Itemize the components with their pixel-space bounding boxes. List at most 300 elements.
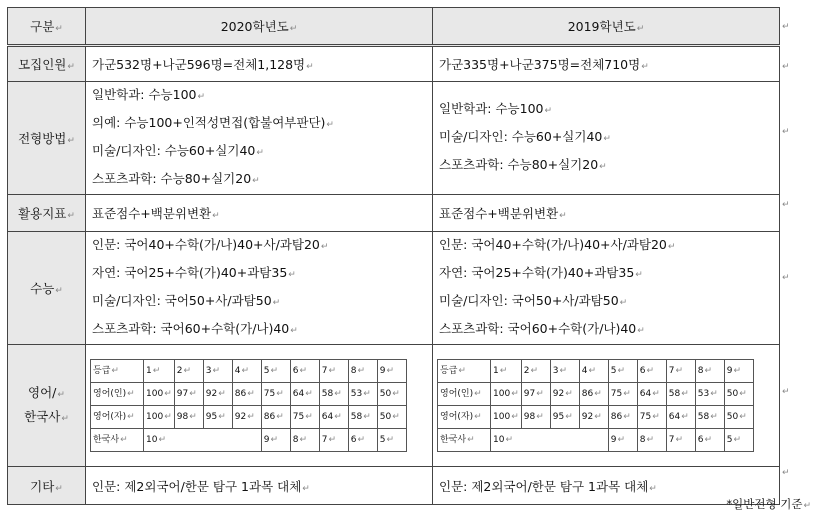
- line-text: 인문: 국어40+수학(가/나)40+사/과탐20: [439, 237, 667, 252]
- method-2019-line: [439, 152, 773, 180]
- grid-cell: [550, 383, 579, 406]
- line-text: 스포츠과학: 국어60+수학(가/나)40: [439, 321, 637, 336]
- grid-cell: [290, 360, 319, 383]
- grid-row: [91, 406, 407, 429]
- index-2020-text: 표준점수+백분위변환: [92, 206, 212, 221]
- cell-end-mark: ↵: [363, 389, 371, 399]
- line-text: 인문: 국어40+수학(가/나)40+사/과탐20: [92, 237, 320, 252]
- para-mark: ↵: [212, 211, 220, 221]
- index-2020: [86, 195, 433, 232]
- line-text: 일반학과: 수능100: [439, 101, 544, 116]
- line-text: 자연: 국어25+수학(가)40+과탐35: [439, 265, 635, 280]
- grid-cell: [290, 429, 319, 452]
- grid-cell-text: 92: [234, 412, 247, 422]
- cell-end-mark: ↵: [334, 389, 342, 399]
- label-suneung-text: 수능: [30, 281, 55, 296]
- grid-cell-text: 6: [697, 435, 704, 445]
- grid-cell-text: 9: [263, 435, 270, 445]
- header-2020-label: 2020학년도: [220, 19, 289, 34]
- cell-end-mark: ↵: [299, 435, 308, 445]
- grid-cell: [203, 383, 232, 406]
- header-2020: [86, 8, 433, 46]
- grid-cell-text: 8: [639, 435, 646, 445]
- line-text: 영어/: [28, 384, 57, 400]
- cell-end-mark: ↵: [617, 366, 626, 376]
- suneung-2019-line: [439, 316, 773, 344]
- cell-end-mark: ↵: [247, 389, 255, 399]
- cell-end-mark: ↵: [357, 366, 366, 376]
- grid-cell-text: 58: [697, 412, 710, 422]
- grid-cell-text: 한국사: [440, 435, 467, 445]
- grid-cell-text: 영어(자): [440, 412, 474, 422]
- grid-cell-text: 64: [639, 389, 652, 399]
- cell-end-mark: ↵: [675, 366, 684, 376]
- grid-cell: [319, 429, 348, 452]
- para-mark: ↵: [256, 148, 264, 158]
- label-etc: [8, 467, 86, 505]
- cell-end-mark: ↵: [386, 435, 395, 445]
- grid-cell-text: 75: [292, 412, 305, 422]
- grid-cell: [666, 406, 695, 429]
- cell-end-mark: ↵: [623, 412, 631, 422]
- para-mark: ↵: [637, 326, 645, 336]
- grid-cell: [377, 429, 406, 452]
- cell-end-mark: ↵: [704, 366, 713, 376]
- grid-cell-text: 92: [552, 389, 565, 399]
- cell-end-mark: ↵: [218, 412, 226, 422]
- line-text: 미술/디자인: 국어50+사/과탐50: [92, 293, 272, 308]
- grid-cell-text: 3: [205, 366, 212, 376]
- line-text: 미술/디자인: 국어50+사/과탐50: [439, 293, 619, 308]
- grid-cell-text: 50: [379, 389, 392, 399]
- grid-cell-text: 6: [639, 366, 646, 376]
- para-mark: ↵: [641, 62, 649, 72]
- row-index: [8, 195, 780, 232]
- cell-end-mark: ↵: [458, 366, 466, 376]
- grid-cell-text: 5: [726, 435, 733, 445]
- cell-end-mark: ↵: [559, 366, 568, 376]
- row-english: [8, 345, 780, 467]
- line-text: 자연: 국어25+수학(가)40+과탐35: [92, 265, 288, 280]
- method-2020: [86, 82, 433, 195]
- cell-end-mark: ↵: [681, 412, 689, 422]
- cell-end-mark: ↵: [218, 389, 226, 399]
- line-text: 일반학과: 수능100: [92, 87, 197, 102]
- para-mark: ↵: [55, 24, 63, 34]
- grid-cell-text: 7: [321, 435, 328, 445]
- cell-end-mark: ↵: [357, 435, 366, 445]
- suneung-2019: [433, 232, 780, 345]
- grid-cell-text: 64: [668, 412, 681, 422]
- grid-cell: [521, 360, 550, 383]
- cell-end-mark: ↵: [241, 366, 250, 376]
- grid-cell-text: 한국사: [93, 435, 120, 445]
- label-recruit-text: 모집인원: [18, 57, 67, 72]
- grid-cell: [695, 406, 724, 429]
- label-suneung: [8, 232, 86, 345]
- grid-cell-text: 100: [146, 412, 164, 422]
- label-method-text: 전형방법: [18, 131, 67, 146]
- line-text: 의예: 수능100+인적성면접(합불여부판단): [92, 115, 326, 130]
- grid-cell: [550, 360, 579, 383]
- cell-end-mark: ↵: [164, 389, 172, 399]
- grid-cell: [261, 360, 290, 383]
- method-2020-line: [92, 166, 426, 194]
- grid-cell: [608, 406, 637, 429]
- grid-cell: [174, 383, 203, 406]
- para-mark: ↵: [320, 242, 329, 252]
- label-english: [8, 345, 86, 467]
- grid-cell-text: 64: [292, 389, 305, 399]
- grid-cell-text: 100: [493, 412, 511, 422]
- cell-end-mark: ↵: [681, 389, 689, 399]
- para-mark: ↵: [61, 413, 69, 424]
- grid-cell-text: 3: [552, 366, 559, 376]
- recruit-2020: [86, 46, 433, 82]
- grid-row-label: [91, 406, 144, 429]
- grid-cell: [290, 406, 319, 429]
- grid-cell-text: 75: [639, 412, 652, 422]
- line-text: 미술/디자인: 수능60+실기40: [439, 129, 603, 144]
- cell-end-mark: ↵: [675, 435, 684, 445]
- para-mark: ↵: [326, 120, 334, 130]
- para-mark: ↵: [55, 286, 63, 296]
- cell-end-mark: ↵: [739, 389, 747, 399]
- grid-cell: [319, 406, 348, 429]
- grid-cell: [232, 360, 261, 383]
- suneung-2020-line: [92, 288, 426, 316]
- index-2019-text: 표준점수+백분위변환: [439, 206, 559, 221]
- grid-cell-text: 53: [697, 389, 710, 399]
- grid-cell: [637, 406, 666, 429]
- grid-cell-text: 75: [263, 389, 276, 399]
- cell-end-mark: ↵: [276, 389, 284, 399]
- grid-cell-text: 8: [697, 366, 704, 376]
- line-text: 한국사: [24, 408, 61, 424]
- header-category-label: 구분: [30, 19, 55, 34]
- grid-cell-text: 64: [321, 412, 334, 422]
- cell-end-mark: ↵: [467, 435, 475, 445]
- row-end-mark: ↵: [782, 387, 790, 397]
- grid-cell-text: 8: [350, 366, 357, 376]
- english-2020: [86, 345, 433, 467]
- header-category: [8, 8, 86, 46]
- etc-2020-text: 인문: 제2외국어/한문 탐구 1과목 대체: [92, 478, 302, 494]
- grid-cell: [724, 383, 753, 406]
- para-mark: ↵: [803, 501, 811, 511]
- para-mark: ↵: [290, 326, 298, 336]
- para-mark: ↵: [197, 92, 206, 102]
- grid-row-label: [91, 429, 144, 452]
- grid-cell: [319, 360, 348, 383]
- grid-cell-text: 등급: [93, 366, 111, 376]
- grid-cell: [377, 406, 406, 429]
- grid-cell: [174, 406, 203, 429]
- grid-cell: [491, 383, 522, 406]
- grid-cell: [491, 406, 522, 429]
- row-end-mark: ↵: [782, 127, 790, 137]
- cell-end-mark: ↵: [588, 366, 597, 376]
- grid-cell: [608, 383, 637, 406]
- row-end-mark: ↵: [782, 200, 790, 210]
- grid-cell-text: 92: [205, 389, 218, 399]
- grid-cell: [377, 383, 406, 406]
- grid-cell-text: 98: [523, 412, 536, 422]
- conversion-grid-2020: [90, 359, 407, 452]
- para-mark: ↵: [272, 298, 281, 308]
- cell-end-mark: ↵: [152, 366, 161, 376]
- row-recruit: [8, 46, 780, 82]
- cell-end-mark: ↵: [511, 412, 519, 422]
- row-end-mark: ↵: [782, 468, 790, 478]
- grid-cell-text: 10: [493, 435, 505, 445]
- cell-end-mark: ↵: [158, 435, 166, 445]
- grid-cell: [261, 429, 290, 452]
- grid-cell: [521, 406, 550, 429]
- cell-end-mark: ↵: [120, 435, 128, 445]
- method-2020-line: [92, 82, 426, 110]
- grid-cell-text: 6: [350, 435, 357, 445]
- grid-cell: [491, 360, 522, 383]
- cell-end-mark: ↵: [164, 412, 172, 422]
- cell-end-mark: ↵: [511, 389, 519, 399]
- grid-cell-text: 8: [292, 435, 299, 445]
- cell-end-mark: ↵: [392, 389, 400, 399]
- grid-cell-text: 50: [726, 412, 739, 422]
- footnote: [726, 496, 811, 512]
- grid-cell: [521, 383, 550, 406]
- grid-cell-text: 4: [234, 366, 241, 376]
- method-2020-line: [92, 110, 426, 138]
- cell-end-mark: ↵: [617, 435, 626, 445]
- method-2020-line: [92, 138, 426, 166]
- grid-cell-text: 9: [726, 366, 733, 376]
- grid-cell-text: 75: [610, 389, 623, 399]
- grid-cell: [290, 383, 319, 406]
- cell-end-mark: ↵: [733, 366, 742, 376]
- cell-end-mark: ↵: [710, 389, 718, 399]
- para-mark: ↵: [636, 24, 645, 34]
- grid-cell: [695, 429, 724, 452]
- grid-cell: [666, 383, 695, 406]
- grid-cell-text: 86: [581, 389, 594, 399]
- para-mark: ↵: [599, 162, 607, 172]
- para-mark: ↵: [544, 106, 553, 116]
- cell-end-mark: ↵: [710, 412, 718, 422]
- line-text: 스포츠과학: 수능80+실기20: [92, 171, 252, 186]
- grid-cell: [724, 406, 753, 429]
- grid-row-label: [438, 383, 491, 406]
- para-mark: ↵: [559, 211, 567, 221]
- grid-cell: [232, 406, 261, 429]
- cell-end-mark: ↵: [646, 435, 655, 445]
- grid-cell: [144, 406, 175, 429]
- para-mark: ↵: [67, 136, 75, 146]
- grid-cell-text: 등급: [440, 366, 458, 376]
- grid-cell: [550, 406, 579, 429]
- grid-cell-text: 50: [726, 389, 739, 399]
- para-mark: ↵: [57, 389, 65, 400]
- grid-cell: [174, 360, 203, 383]
- row-end-mark: ↵: [782, 273, 790, 283]
- grid-cell: [637, 360, 666, 383]
- grid-cell-text: 5: [263, 366, 270, 376]
- grid-cell-text: 7: [321, 366, 328, 376]
- grid-cell: [637, 429, 666, 452]
- grid-cell: [203, 360, 232, 383]
- grid-cell: [261, 383, 290, 406]
- grid-cell: [724, 429, 753, 452]
- grid-cell: [666, 429, 695, 452]
- grid-cell: [695, 383, 724, 406]
- grid-cell-text: 100: [146, 389, 164, 399]
- grid-cell: [144, 360, 175, 383]
- cell-end-mark: ↵: [305, 412, 313, 422]
- cell-end-mark: ↵: [739, 412, 747, 422]
- grid-cell: [666, 360, 695, 383]
- grid-cell: [579, 383, 608, 406]
- grid-row-label: [91, 383, 144, 406]
- grid-cell: [608, 360, 637, 383]
- cell-end-mark: ↵: [565, 412, 573, 422]
- label-index-text: 활용지표: [18, 206, 67, 221]
- method-2019-line: [439, 96, 773, 124]
- cell-end-mark: ↵: [111, 366, 119, 376]
- grid-cell-text: 50: [379, 412, 392, 422]
- grid-cell: [232, 383, 261, 406]
- cell-end-mark: ↵: [499, 366, 508, 376]
- cell-end-mark: ↵: [334, 412, 342, 422]
- cell-end-mark: ↵: [652, 389, 660, 399]
- suneung-2020-line: [92, 232, 426, 260]
- cell-end-mark: ↵: [386, 366, 395, 376]
- grid-cell-text: 97: [176, 389, 189, 399]
- footnote-text: *일반전형 기준: [726, 497, 803, 511]
- para-mark: ↵: [252, 176, 260, 186]
- cell-end-mark: ↵: [127, 389, 135, 399]
- header-2019: [433, 8, 780, 46]
- grid-cell: [319, 383, 348, 406]
- label-etc-text: 기타: [30, 478, 55, 494]
- label-recruit: [8, 46, 86, 82]
- grid-row: [91, 429, 407, 452]
- row-end-mark: ↵: [782, 22, 790, 32]
- grid-cell-text: 95: [552, 412, 565, 422]
- line-text: 스포츠과학: 수능80+실기20: [439, 157, 599, 172]
- grid-cell-text: 9: [379, 366, 386, 376]
- grid-cell-text: 97: [523, 389, 536, 399]
- cell-end-mark: ↵: [247, 412, 255, 422]
- cell-end-mark: ↵: [594, 412, 602, 422]
- suneung-2020-line: [92, 316, 426, 344]
- para-mark: ↵: [649, 483, 657, 494]
- cell-end-mark: ↵: [536, 389, 544, 399]
- grid-row-label: [438, 406, 491, 429]
- recruit-2019-text: 가군335명+나군375명=전체710명: [439, 57, 641, 72]
- cell-end-mark: ↵: [270, 366, 279, 376]
- cell-end-mark: ↵: [212, 366, 221, 376]
- cell-end-mark: ↵: [363, 412, 371, 422]
- suneung-2019-line: [439, 260, 773, 288]
- grid-cell-text: 10: [146, 435, 158, 445]
- suneung-2020-line: [92, 260, 426, 288]
- grid-cell-text: 7: [668, 435, 675, 445]
- para-mark: ↵: [302, 483, 310, 494]
- cell-end-mark: ↵: [646, 366, 655, 376]
- suneung-2020: [86, 232, 433, 345]
- grid-cell-text: 5: [379, 435, 386, 445]
- cell-end-mark: ↵: [392, 412, 400, 422]
- grid-cell: [348, 383, 377, 406]
- cell-end-mark: ↵: [328, 366, 337, 376]
- grid-cell: [724, 360, 753, 383]
- conversion-grid-2019: [437, 359, 754, 452]
- grid-cell: [144, 429, 262, 452]
- cell-end-mark: ↵: [270, 435, 279, 445]
- para-mark: ↵: [667, 242, 676, 252]
- row-end-mark: ↵: [782, 62, 790, 72]
- grid-cell-text: 95: [205, 412, 218, 422]
- para-mark: ↵: [619, 298, 628, 308]
- grid-row: [438, 406, 754, 429]
- grid-cell-text: 7: [668, 366, 675, 376]
- grid-cell-text: 100: [493, 389, 511, 399]
- para-mark: ↵: [55, 483, 63, 494]
- header-2019-label: 2019학년도: [567, 19, 636, 34]
- cell-end-mark: ↵: [305, 389, 313, 399]
- cell-end-mark: ↵: [530, 366, 539, 376]
- cell-end-mark: ↵: [328, 435, 337, 445]
- grid-cell: [348, 360, 377, 383]
- cell-end-mark: ↵: [189, 412, 197, 422]
- cell-end-mark: ↵: [474, 412, 482, 422]
- para-mark: ↵: [288, 270, 296, 280]
- grid-cell-text: 영어(인): [440, 389, 474, 399]
- suneung-2019-line: [439, 232, 773, 260]
- label-english-line: [10, 406, 83, 430]
- grid-cell-text: 2: [523, 366, 530, 376]
- label-index: [8, 195, 86, 232]
- cell-end-mark: ↵: [183, 366, 192, 376]
- row-etc: [8, 467, 780, 505]
- index-2019: [433, 195, 780, 232]
- cell-end-mark: ↵: [652, 412, 660, 422]
- grid-cell: [579, 406, 608, 429]
- grid-cell: [261, 406, 290, 429]
- grid-cell-text: 영어(인): [93, 389, 127, 399]
- english-2019: [433, 345, 780, 467]
- method-2019: [433, 82, 780, 195]
- suneung-2019-line: [439, 288, 773, 316]
- row-suneung: [8, 232, 780, 345]
- grid-cell-text: 98: [176, 412, 189, 422]
- cell-end-mark: ↵: [127, 412, 135, 422]
- label-english-line: [10, 382, 83, 406]
- para-mark: ↵: [67, 62, 75, 72]
- para-mark: ↵: [603, 134, 611, 144]
- grid-cell: [144, 383, 175, 406]
- line-text: 스포츠과학: 국어60+수학(가/나)40: [92, 321, 290, 336]
- grid-cell-text: 58: [350, 412, 363, 422]
- grid-cell: [377, 360, 406, 383]
- grid-cell-text: 86: [610, 412, 623, 422]
- header-row: [8, 8, 780, 46]
- grid-cell-text: 2: [176, 366, 183, 376]
- grid-row: [438, 383, 754, 406]
- recruit-2020-text: 가군532명+나군596명=전체1,128명: [92, 57, 306, 72]
- grid-cell-text: 53: [350, 389, 363, 399]
- grid-cell: [637, 383, 666, 406]
